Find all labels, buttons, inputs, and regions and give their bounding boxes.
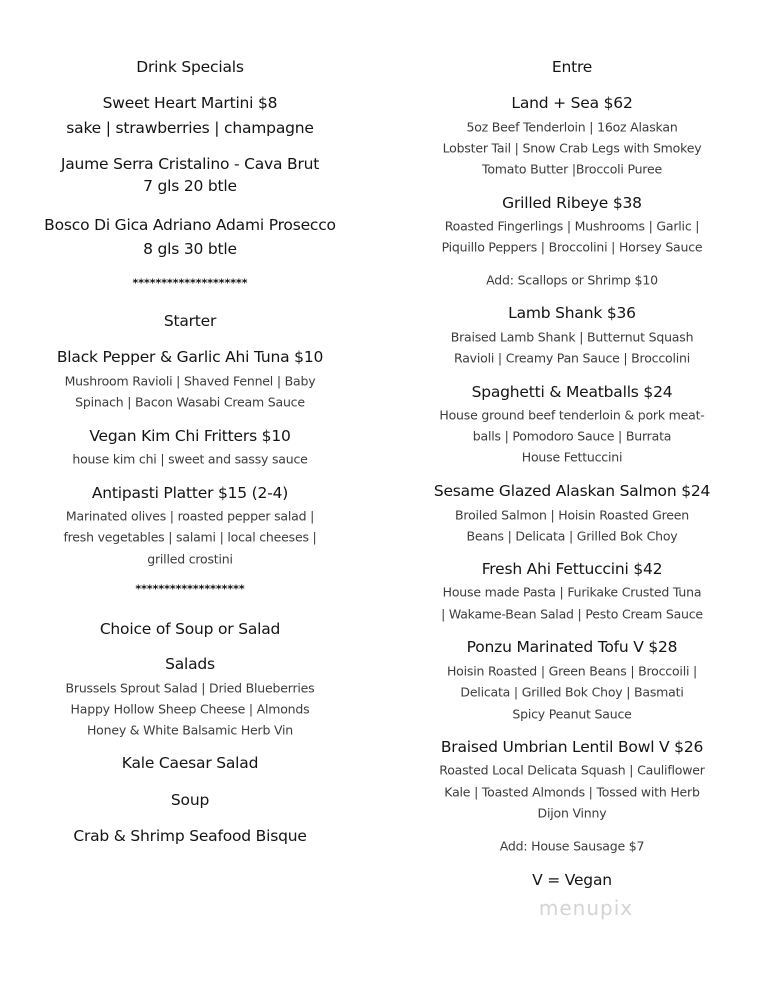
menu-heading: Starter <box>163 312 217 330</box>
menu-item-description: Add: Scallops or Shrimp $10 <box>486 272 658 288</box>
menu-item-description: Marinated olives | roasted pepper salad | <box>65 508 315 524</box>
menu-item-description: Hoisin Roasted | Green Beans | Broccoili | <box>446 663 698 679</box>
menu-item-description: Piquillo Peppers | Broccolini | Horsey Sauce <box>441 239 703 255</box>
menu-heading: Drink Specials <box>136 58 244 76</box>
menu-heading: Jaume Serra Cristalino - Cava Brut <box>60 155 320 173</box>
menu-heading: Grilled Ribeye $38 <box>502 194 642 212</box>
menu-item-description: House made Pasta | Furikake Crusted Tuna <box>442 584 702 600</box>
menu-item-description: Beans | Delicata | Grilled Bok Choy <box>466 528 678 544</box>
menu-item-description: Mushroom Ravioli | Shaved Fennel | Baby <box>64 373 316 389</box>
menupix-watermark: menupix <box>538 896 634 920</box>
menu-item-description: balls | Pomodoro Sauce | Burrata <box>472 428 672 444</box>
menu-heading: Vegan Kim Chi Fritters $10 <box>89 427 291 445</box>
menu-item-description: Roasted Fingerlings | Mushrooms | Garlic | <box>444 218 700 234</box>
menu-heading: Entre <box>551 58 593 76</box>
menu-item-description: Braised Lamb Shank | Butternut Squash <box>450 329 694 345</box>
menu-item-description: Brussels Sprout Salad | Dried Blueberries <box>65 680 315 696</box>
menu-item-description: Honey & White Balsamic Herb Vin <box>86 722 294 738</box>
menu-heading: 7 gls 20 btle <box>143 177 237 195</box>
section-divider: ******************* <box>135 582 245 596</box>
menu-heading: Braised Umbrian Lentil Bowl V $26 <box>440 738 704 756</box>
menu-heading: Antipasti Platter $15 (2-4) <box>91 484 289 502</box>
menu-heading: sake | strawberries | champagne <box>66 119 314 137</box>
menu-item-description: fresh vegetables | salami | local cheeses | <box>63 529 317 545</box>
menu-heading: V = Vegan <box>532 871 612 889</box>
menu-heading: Lamb Shank $36 <box>508 304 636 322</box>
menu-item-description: House ground beef tenderloin & pork meat- <box>439 407 705 423</box>
menu-item-description: Broiled Salmon | Hoisin Roasted Green <box>455 507 689 523</box>
menu-heading: Crab & Shrimp Seafood Bisque <box>73 827 307 845</box>
menu-heading: Choice of Soup or Salad <box>99 620 281 638</box>
menu-item-description: house kim chi | sweet and sassy sauce <box>72 451 308 467</box>
menu-item-description: Lobster Tail | Snow Crab Legs with Smokey <box>442 140 702 156</box>
menu-item-description: Tomato Butter |Broccoli Puree <box>482 161 662 177</box>
menu-item-description: House Fettuccini <box>521 449 623 465</box>
menu-heading: Kale Caesar Salad <box>121 754 259 772</box>
menu-item-description: Happy Hollow Sheep Cheese | Almonds <box>70 701 310 717</box>
menu-item-description: Dijon Vinny <box>537 805 607 821</box>
menu-item-description: Add: House Sausage $7 <box>499 838 645 854</box>
menu-heading: Spaghetti & Meatballs $24 <box>471 383 673 401</box>
menu-heading: Ponzu Marinated Tofu V $28 <box>466 638 678 656</box>
menu-item-description: Spicy Peanut Sauce <box>512 706 632 722</box>
menu-heading: Sweet Heart Martini $8 <box>102 94 278 112</box>
section-divider: ******************** <box>132 276 248 290</box>
menu-heading: Fresh Ahi Fettuccini $42 <box>481 560 663 578</box>
menu-heading: Salads <box>165 655 215 673</box>
menu-item-description: grilled crostini <box>147 551 233 567</box>
menu-heading: Land + Sea $62 <box>511 94 633 112</box>
menu-item-description: Roasted Local Delicata Squash | Cauliflower <box>439 762 705 778</box>
menu-heading: Sesame Glazed Alaskan Salmon $24 <box>433 482 711 500</box>
menu-item-description: Spinach | Bacon Wasabi Cream Sauce <box>75 394 305 410</box>
menu-heading: Bosco Di Gica Adriano Adami Prosecco <box>44 216 336 234</box>
menu-heading: Soup <box>170 791 210 809</box>
menu-item-description: 5oz Beef Tenderloin | 16oz Alaskan <box>466 119 678 135</box>
menu-item-description: Ravioli | Creamy Pan Sauce | Broccolini <box>454 350 690 366</box>
menu-item-description: Delicata | Grilled Bok Choy | Basmati <box>460 684 684 700</box>
menu-item-description: | Wakame-Bean Salad | Pesto Cream Sauce <box>441 606 703 622</box>
menu-item-description: Kale | Toasted Almonds | Tossed with Herb <box>444 784 700 800</box>
menu-heading: Black Pepper & Garlic Ahi Tuna $10 <box>56 348 324 366</box>
menu-heading: 8 gls 30 btle <box>143 240 237 258</box>
